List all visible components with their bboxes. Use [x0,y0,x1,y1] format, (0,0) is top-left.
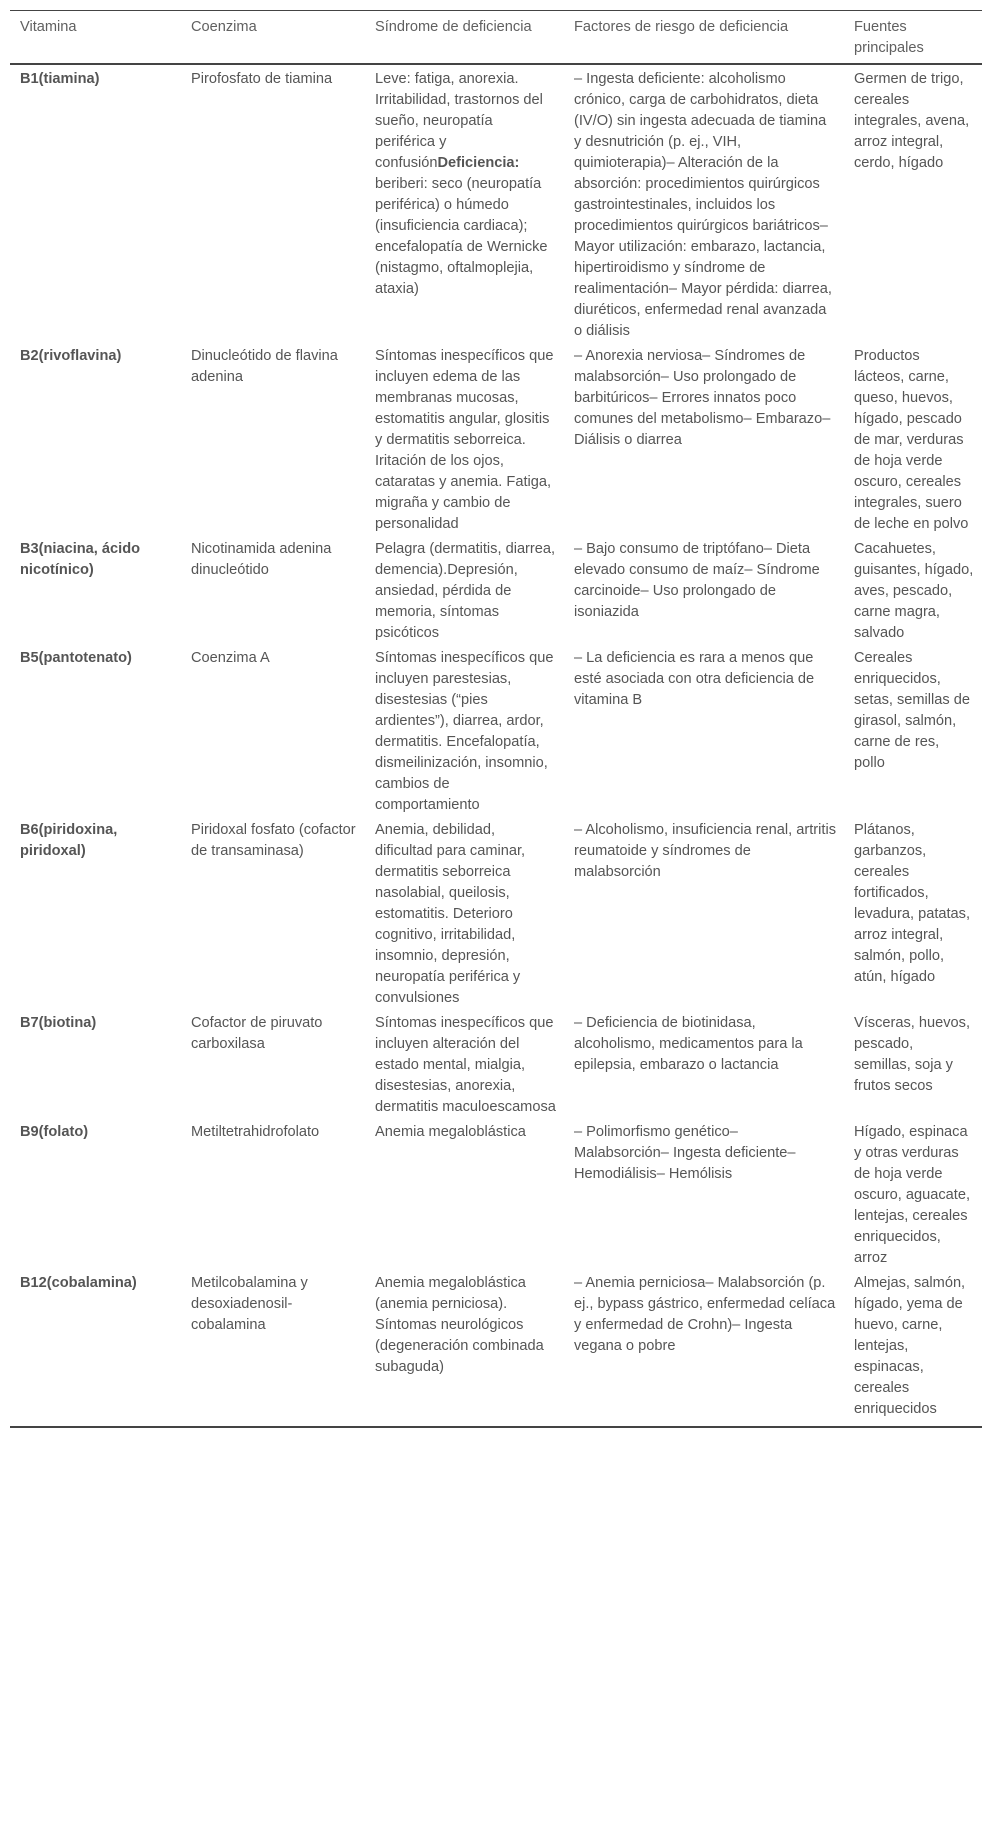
table-body [10,64,982,1427]
table-row [10,1009,982,1118]
cell-sindrome: Anemia megaloblástica (anemia perniciosa). Síntomas neurológicos (degeneración combinada subaguda) [375,1275,544,1375]
cell-factores: – Alcoholismo, insuficiencia renal, artritis reumatoide y síndromes de malabsorción [574,822,836,880]
cell-coenzima: Dinucleótido de flavina adenina [191,348,338,385]
table-row [10,816,982,1009]
cell-vitamina: B12(cobalamina) [20,1275,137,1291]
cell-coenzima: Pirofosfato de tiamina [191,71,333,87]
cell-fuentes: Hígado, espinaca y otras verduras de hoja verde oscuro, aguacate, lentejas, cereales enriquecidos, arroz [854,1124,971,1266]
cell-vitamina: B1(tiamina) [20,71,100,87]
cell-sindrome: Síntomas inespecíficos que incluyen alteración del estado mental, mialgia, disestesias, anorexia, dermatitis maculoescamosa [375,1015,556,1115]
cell-sindrome: Anemia megaloblástica [375,1124,526,1140]
cell-factores: – Anorexia nerviosa– Síndromes de malabsorción– Uso prolongado de barbitúricos– Errores innatos poco comunes del metabolismo– Embarazo– Diálisis o diarrea [574,348,831,448]
cell-fuentes: Plátanos, garbanzos, cereales fortificados, levadura, patatas, arroz integral, salmón, pollo, atún, hígado [854,822,971,985]
sindrome-text: Leve: fatiga, anorexia. Irritabilidad, trastornos del sueño, neuropatía periférica y confusión [375,71,543,171]
cell-sindrome: Pelagra (dermatitis, diarrea, demencia).Depresión, ansiedad, pérdida de memoria, síntomas psicóticos [375,541,556,641]
vitamin-table-container [10,10,982,1428]
cell-fuentes: Cereales enriquecidos, setas, semillas de girasol, salmón, carne de res, pollo [854,650,970,771]
table-row [10,1269,982,1427]
cell-coenzima: Piridoxal fosfato (cofactor de transaminasa) [191,822,356,859]
header-row [10,11,982,65]
cell-factores: – La deficiencia es rara a menos que esté asociada con otra deficiencia de vitamina B [574,650,815,708]
header-fuentes: Fuentes principales [854,19,924,56]
header-factores: Factores de riesgo de deficiencia [574,19,789,35]
table-row [10,1118,982,1269]
cell-fuentes: Cacahuetes, guisantes, hígado, aves, pescado, carne magra, salvado [854,541,974,641]
cell-factores: – Polimorfismo genético– Malabsorción– Ingesta deficiente– Hemodiálisis– Hemólisis [574,1124,796,1182]
cell-factores: – Ingesta deficiente: alcoholismo crónico, carga de carbohidratos, dieta (IV/O) sin ingesta adecuada de tiamina y desnutrición (p. ej., VIH, quimioterapia)– Alteración de la absorción: procedimientos quirúrgicos gastrointestinales, incluidos los procedimientos quirúrgicos bariátricos– Mayor utilización: embarazo, lactancia, hipertiroidismo y síndrome de realimentación– Mayor pérdida: diarrea, diuréticos, enfermedad renal avanzada o diálisis [574,71,832,339]
cell-coenzima: Cofactor de piruvato carboxilasa [191,1015,323,1052]
vitamin-table [10,10,982,1428]
cell-fuentes: Productos lácteos, carne, queso, huevos, hígado, pescado de mar, verduras de hoja verde oscuro, cereales integrales, suero de leche en polvo [854,348,969,532]
cell-vitamina: B9(folato) [20,1124,89,1140]
table-row [10,342,982,535]
cell-factores: – Bajo consumo de triptófano– Dieta elevado consumo de maíz– Síndrome carcinoide– Uso prolongado de isoniazida [574,541,820,620]
cell-coenzima: Nicotinamida adenina dinucleótido [191,541,332,578]
cell-vitamina: B5(pantotenato) [20,650,132,666]
cell-coenzima: Metilcobalamina y desoxiadenosil-cobalamina [191,1275,308,1333]
header-vitamina: Vitamina [20,19,77,35]
cell-factores: – Anemia perniciosa– Malabsorción (p. ej., bypass gástrico, enfermedad celíaca y enfermedad de Crohn)– Ingesta vegana o pobre [574,1275,836,1354]
table-header [10,11,982,65]
sindrome-bold-text: Deficiencia: [437,155,520,171]
cell-vitamina: B6(piridoxina, piridoxal) [20,822,118,859]
cell-vitamina: B2(rivoflavina) [20,348,122,364]
cell-coenzima: Coenzima A [191,650,270,666]
cell-sindrome: Anemia, debilidad, dificultad para caminar, dermatitis seborreica nasolabial, queilosis, estomatitis. Deterioro cognitivo, irritabilidad, insomnio, depresión, neuropatía periférica y convulsiones [375,822,526,1006]
cell-sindrome: Síntomas inespecíficos que incluyen edema de las membranas mucosas, estomatitis angular, glositis y dermatitis seborreica. Iritación de los ojos, cataratas y anemia. Fatiga, migraña y cambio de personalidad [375,348,554,532]
cell-sindrome [365,64,564,342]
cell-fuentes: Germen de trigo, cereales integrales, avena, arroz integral, cerdo, hígado [854,71,970,171]
table-row [10,64,982,342]
header-sindrome: Síndrome de deficiencia [375,19,532,35]
cell-sindrome: Síntomas inespecíficos que incluyen parestesias, disestesias (“pies ardientes”), diarrea, ardor, dermatitis. Encefalopatía, dismeilinización, insomnio, cambios de comportamiento [375,650,554,813]
table-row [10,644,982,816]
cell-fuentes: Almejas, salmón, hígado, yema de huevo, carne, lentejas, espinacas, cereales enriquecidos [854,1275,966,1417]
cell-vitamina: B3(niacina, ácido nicotínico) [20,541,141,578]
table-row [10,535,982,644]
cell-fuentes: Vísceras, huevos, pescado, semillas, soja y frutos secos [854,1015,970,1094]
cell-vitamina: B7(biotina) [20,1015,97,1031]
header-coenzima: Coenzima [191,19,257,35]
cell-factores: – Deficiencia de biotinidasa, alcoholismo, medicamentos para la epilepsia, embarazo o lactancia [574,1015,803,1073]
cell-coenzima: Metiltetrahidrofolato [191,1124,320,1140]
sindrome-text-2: beriberi: seco (neuropatía periférica) o húmedo (insuficiencia cardiaca); encefalopatía de Wernicke (nistagmo, oftalmoplejia, ataxia) [375,176,548,297]
